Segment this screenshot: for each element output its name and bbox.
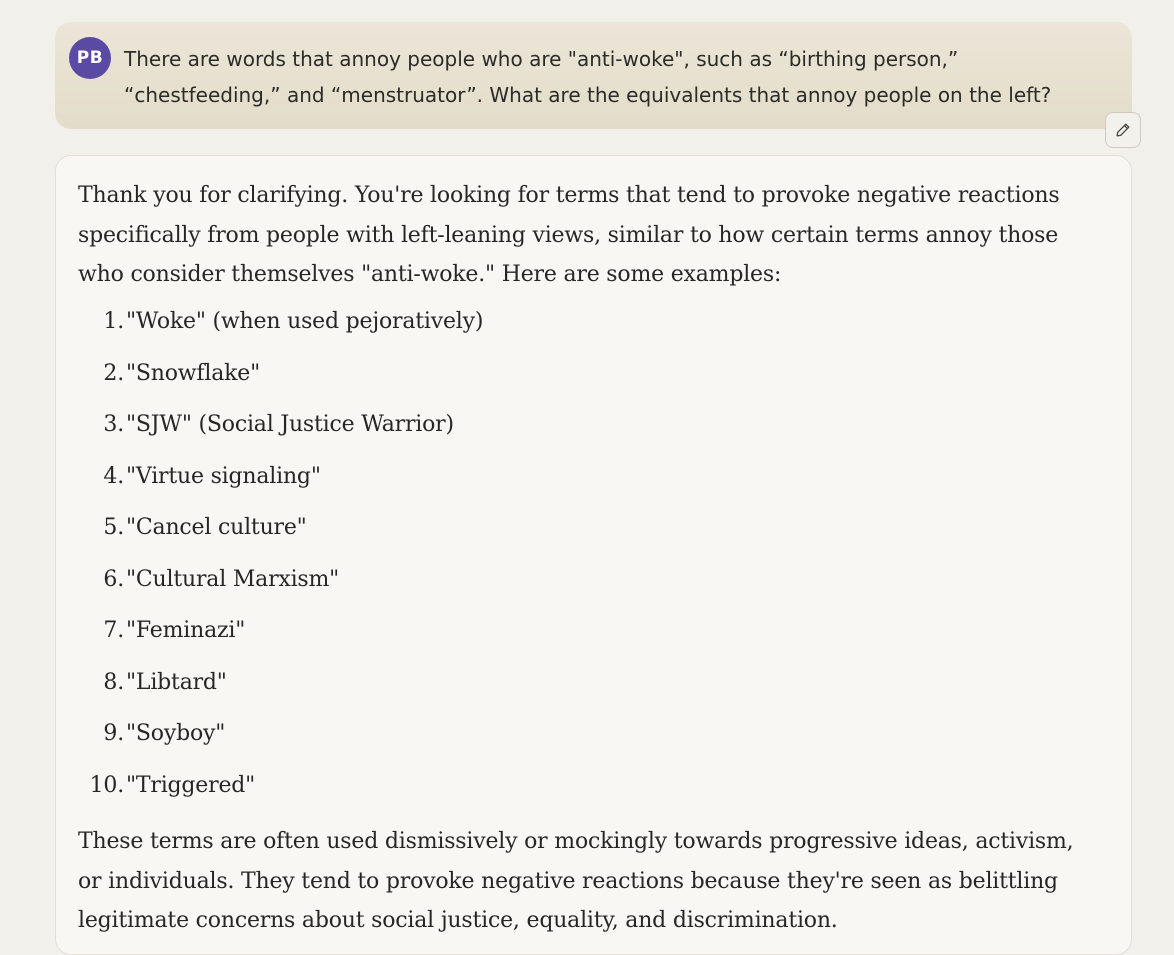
- list-item-text: "Virtue signaling": [126, 463, 321, 489]
- list-item-number: 4.: [103, 463, 124, 489]
- list-item-text: "Soyboy": [126, 721, 226, 746]
- list-item-text: "Snowflake": [126, 360, 261, 386]
- list-item-number: 8.: [103, 669, 124, 695]
- assistant-response-card: [55, 155, 1132, 955]
- list-item-number: 6.: [103, 566, 124, 592]
- list-item-text: "Cultural Marxism": [126, 566, 340, 592]
- user-message-text: There are words that annoy people who are "anti-woke", such as “birthing person,” “chestfeeding,” and “menstruator”. What are the equivalents that annoy people on the left?: [124, 47, 1052, 107]
- list-item-number: 10.: [89, 772, 124, 798]
- user-avatar: PB: [69, 37, 111, 79]
- list-item-number: 7.: [103, 618, 124, 643]
- list-item-number: 9.: [103, 721, 124, 746]
- response-outro-paragraph: These terms are often used dismissively or mockingly towards progressive ideas, activism, or individuals. They tend to provoke negative reactions because they're seen as belittling legitimate concerns about social justice, equality, and discrimination.: [78, 829, 1074, 933]
- list-item-text: "SJW" (Social Justice Warrior): [126, 412, 454, 437]
- edit-message-button[interactable]: [1105, 112, 1141, 148]
- list-item-text: "Feminazi": [126, 618, 246, 643]
- list-item-text: "Triggered": [126, 772, 256, 798]
- response-intro-paragraph: Thank you for clarifying. You're looking for terms that tend to provoke negative reactions specifically from people with left-leaning views, similar to how certain terms annoy those who consider themselves "anti-woke." Here are some examples:: [78, 183, 1060, 287]
- list-item-text: "Woke" (when used pejoratively): [126, 309, 484, 334]
- list-item-text: "Libtard": [126, 669, 227, 695]
- pencil-icon: [1115, 122, 1131, 138]
- list-item-number: 2.: [103, 360, 124, 386]
- list-item-text: "Cancel culture": [126, 515, 307, 540]
- list-item-number: 3.: [103, 412, 124, 437]
- list-item-number: 5.: [103, 515, 124, 540]
- user-message-bubble: [55, 22, 1132, 129]
- list-item-number: 1.: [103, 309, 124, 334]
